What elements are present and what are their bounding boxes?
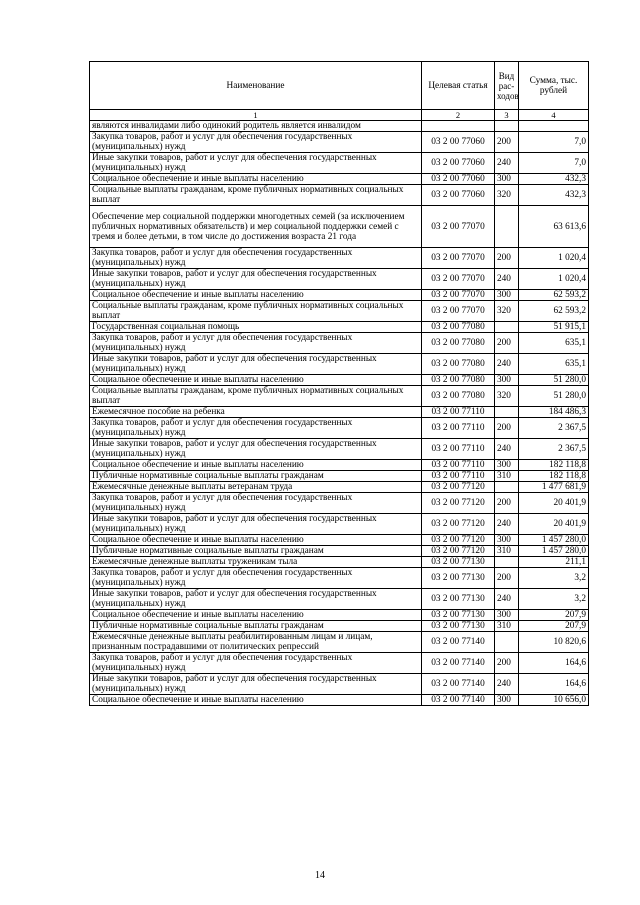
row-expense-type-cell [495, 632, 519, 653]
column-number-2: 2 [422, 110, 495, 121]
row-sum-cell: 3,2 [519, 589, 589, 610]
table-row [90, 546, 589, 557]
row-name-cell: Иные закупки товаров, работ и услуг для обеспечения государственных (муниципальных) нужд [90, 439, 422, 460]
row-expense-type-cell: 240 [495, 439, 519, 460]
table-body [90, 121, 589, 706]
table-row [90, 674, 589, 695]
row-expense-type-cell: 200 [495, 653, 519, 674]
table-row [90, 333, 589, 354]
row-name-cell: Закупка товаров, работ и услуг для обеспечения государственных (муниципальных) нужд [90, 418, 422, 439]
row-name-cell: Ежемесячные денежные выплаты труженикам тыла [90, 557, 422, 568]
row-target-article-cell: 03 2 00 77080 [422, 322, 495, 333]
row-sum-cell: 432,3 [519, 185, 589, 206]
row-name-cell: Социальное обеспечение и иные выплаты населению [90, 535, 422, 546]
row-target-article-cell: 03 2 00 77080 [422, 375, 495, 386]
row-target-article-cell: 03 2 00 77080 [422, 354, 495, 375]
row-expense-type-cell: 240 [495, 269, 519, 290]
row-expense-type-cell: 240 [495, 674, 519, 695]
row-sum-cell: 62 593,2 [519, 301, 589, 322]
table-row [90, 206, 589, 248]
row-sum-cell: 1 457 280,0 [519, 535, 589, 546]
row-target-article-cell: 03 2 00 77140 [422, 674, 495, 695]
row-target-article-cell: 03 2 00 77060 [422, 174, 495, 185]
table-row [90, 695, 589, 706]
table-row [90, 471, 589, 482]
table-row [90, 248, 589, 269]
row-expense-type-cell: 310 [495, 471, 519, 482]
row-target-article-cell: 03 2 00 77120 [422, 546, 495, 557]
table-row [90, 610, 589, 621]
row-sum-cell: 20 401,9 [519, 514, 589, 535]
row-expense-type-cell [495, 322, 519, 333]
row-expense-type-cell: 240 [495, 589, 519, 610]
row-expense-type-cell: 200 [495, 333, 519, 354]
row-target-article-cell: 03 2 00 77060 [422, 185, 495, 206]
row-expense-type-cell: 200 [495, 132, 519, 153]
row-expense-type-cell: 240 [495, 153, 519, 174]
row-name-cell: Обеспечение мер социальной поддержки многодетных семей (за исключением публичных нормативных обязательств) и мер социальной поддержки семей с тремя и более детьми, в том числе до достижения возраста 21 года [90, 206, 422, 248]
row-expense-type-cell: 300 [495, 290, 519, 301]
header-expense-type: Вид рас-ходов [495, 62, 519, 110]
row-name-cell: Иные закупки товаров, работ и услуг для обеспечения государственных (муниципальных) нужд [90, 354, 422, 375]
table-row [90, 482, 589, 493]
row-name-cell: являются инвалидами либо одинокий родитель является инвалидом [90, 121, 422, 132]
table-row [90, 153, 589, 174]
column-number-1: 1 [90, 110, 422, 121]
row-expense-type-cell: 320 [495, 301, 519, 322]
row-expense-type-cell: 300 [495, 610, 519, 621]
row-sum-cell: 10 820,6 [519, 632, 589, 653]
row-target-article-cell: 03 2 00 77120 [422, 482, 495, 493]
table-row [90, 386, 589, 407]
row-target-article-cell: 03 2 00 77130 [422, 610, 495, 621]
row-target-article-cell: 03 2 00 77070 [422, 248, 495, 269]
row-target-article-cell: 03 2 00 77120 [422, 535, 495, 546]
row-expense-type-cell [495, 482, 519, 493]
row-name-cell: Иные закупки товаров, работ и услуг для обеспечения государственных (муниципальных) нужд [90, 269, 422, 290]
table-row [90, 418, 589, 439]
row-expense-type-cell: 300 [495, 375, 519, 386]
row-name-cell: Закупка товаров, работ и услуг для обеспечения государственных (муниципальных) нужд [90, 568, 422, 589]
row-target-article-cell: 03 2 00 77120 [422, 493, 495, 514]
row-expense-type-cell: 320 [495, 386, 519, 407]
row-name-cell: Иные закупки товаров, работ и услуг для обеспечения государственных (муниципальных) нужд [90, 589, 422, 610]
row-sum-cell: 63 613,6 [519, 206, 589, 248]
row-sum-cell: 1 020,4 [519, 269, 589, 290]
row-name-cell: Социальные выплаты гражданам, кроме публичных нормативных социальных выплат [90, 185, 422, 206]
row-target-article-cell: 03 2 00 77120 [422, 514, 495, 535]
row-name-cell: Закупка товаров, работ и услуг для обеспечения государственных (муниципальных) нужд [90, 653, 422, 674]
table-row [90, 568, 589, 589]
row-sum-cell: 2 367,5 [519, 418, 589, 439]
row-sum-cell: 62 593,2 [519, 290, 589, 301]
table-row [90, 290, 589, 301]
row-expense-type-cell: 200 [495, 248, 519, 269]
row-expense-type-cell: 300 [495, 695, 519, 706]
row-expense-type-cell: 200 [495, 568, 519, 589]
table-row [90, 557, 589, 568]
row-expense-type-cell [495, 557, 519, 568]
row-name-cell: Социальное обеспечение и иные выплаты населению [90, 695, 422, 706]
table-row [90, 589, 589, 610]
row-sum-cell: 207,9 [519, 610, 589, 621]
budget-table [89, 61, 589, 706]
row-sum-cell: 1 477 681,9 [519, 482, 589, 493]
row-sum-cell: 164,6 [519, 653, 589, 674]
row-name-cell: Социальное обеспечение и иные выплаты населению [90, 174, 422, 185]
row-target-article-cell: 03 2 00 77080 [422, 333, 495, 354]
row-name-cell: Государственная социальная помощь [90, 322, 422, 333]
row-name-cell: Ежемесячные денежные выплаты ветеранам труда [90, 482, 422, 493]
row-name-cell: Иные закупки товаров, работ и услуг для обеспечения государственных (муниципальных) нужд [90, 514, 422, 535]
row-target-article-cell: 03 2 00 77110 [422, 471, 495, 482]
table-row [90, 174, 589, 185]
row-sum-cell: 7,0 [519, 132, 589, 153]
row-name-cell: Социальное обеспечение и иные выплаты населению [90, 375, 422, 386]
row-sum-cell: 635,1 [519, 333, 589, 354]
row-expense-type-cell: 300 [495, 174, 519, 185]
row-target-article-cell: 03 2 00 77130 [422, 621, 495, 632]
row-name-cell: Иные закупки товаров, работ и услуг для обеспечения государственных (муниципальных) нужд [90, 674, 422, 695]
page-number: 14 [315, 870, 325, 881]
row-name-cell: Публичные нормативные социальные выплаты гражданам [90, 546, 422, 557]
row-target-article-cell: 03 2 00 77060 [422, 153, 495, 174]
row-name-cell: Закупка товаров, работ и услуг для обеспечения государственных (муниципальных) нужд [90, 333, 422, 354]
table-row [90, 460, 589, 471]
row-sum-cell: 211,1 [519, 557, 589, 568]
row-expense-type-cell: 200 [495, 418, 519, 439]
row-expense-type-cell: 310 [495, 621, 519, 632]
row-sum-cell: 1 457 280,0 [519, 546, 589, 557]
row-expense-type-cell: 300 [495, 460, 519, 471]
table-row [90, 375, 589, 386]
row-expense-type-cell: 320 [495, 185, 519, 206]
row-name-cell: Закупка товаров, работ и услуг для обеспечения государственных (муниципальных) нужд [90, 248, 422, 269]
row-target-article-cell: 03 2 00 77070 [422, 290, 495, 301]
row-sum-cell: 51 280,0 [519, 386, 589, 407]
column-number-4: 4 [519, 110, 589, 121]
row-target-article-cell: 03 2 00 77080 [422, 386, 495, 407]
row-target-article-cell: 03 2 00 77070 [422, 269, 495, 290]
row-sum-cell: 7,0 [519, 153, 589, 174]
row-target-article-cell: 03 2 00 77140 [422, 653, 495, 674]
row-sum-cell: 182 118,8 [519, 471, 589, 482]
row-expense-type-cell: 200 [495, 493, 519, 514]
row-sum-cell: 635,1 [519, 354, 589, 375]
row-expense-type-cell: 300 [495, 535, 519, 546]
table-row [90, 493, 589, 514]
row-expense-type-cell: 240 [495, 354, 519, 375]
row-target-article-cell: 03 2 00 77130 [422, 557, 495, 568]
row-name-cell: Ежемесячные денежные выплаты реабилитированным лицам и лицам, признанным пострадавшими от политических репрессий [90, 632, 422, 653]
row-target-article-cell: 03 2 00 77070 [422, 301, 495, 322]
header-name: Наименование [90, 62, 422, 110]
row-name-cell: Социальное обеспечение и иные выплаты населению [90, 290, 422, 301]
row-sum-cell: 182 118,8 [519, 460, 589, 471]
row-expense-type-cell [495, 407, 519, 418]
row-expense-type-cell: 310 [495, 546, 519, 557]
row-target-article-cell: 03 2 00 77130 [422, 589, 495, 610]
table-header-row [90, 62, 589, 110]
column-number-row [90, 110, 589, 121]
row-name-cell: Закупка товаров, работ и услуг для обеспечения государственных (муниципальных) нужд [90, 132, 422, 153]
row-target-article-cell: 03 2 00 77130 [422, 568, 495, 589]
row-name-cell: Социальное обеспечение и иные выплаты населению [90, 460, 422, 471]
row-sum-cell: 207,9 [519, 621, 589, 632]
table-row [90, 407, 589, 418]
row-name-cell: Социальные выплаты гражданам, кроме публичных нормативных социальных выплат [90, 301, 422, 322]
row-sum-cell: 51 280,0 [519, 375, 589, 386]
table-row [90, 269, 589, 290]
row-target-article-cell: 03 2 00 77110 [422, 460, 495, 471]
row-name-cell: Иные закупки товаров, работ и услуг для обеспечения государственных (муниципальных) нужд [90, 153, 422, 174]
row-target-article-cell: 03 2 00 77110 [422, 439, 495, 460]
row-sum-cell: 164,6 [519, 674, 589, 695]
row-name-cell: Закупка товаров, работ и услуг для обеспечения государственных (муниципальных) нужд [90, 493, 422, 514]
row-target-article-cell: 03 2 00 77140 [422, 632, 495, 653]
table-row [90, 632, 589, 653]
row-target-article-cell: 03 2 00 77110 [422, 418, 495, 439]
header-target-article: Целевая статья [422, 62, 495, 110]
row-sum-cell: 432,3 [519, 174, 589, 185]
table-row [90, 535, 589, 546]
row-target-article-cell [422, 121, 495, 132]
row-expense-type-cell: 240 [495, 514, 519, 535]
row-target-article-cell: 03 2 00 77060 [422, 132, 495, 153]
table-row [90, 301, 589, 322]
row-target-article-cell: 03 2 00 77070 [422, 206, 495, 248]
row-sum-cell: 3,2 [519, 568, 589, 589]
row-name-cell: Публичные нормативные социальные выплаты гражданам [90, 621, 422, 632]
table-row [90, 514, 589, 535]
table-row [90, 121, 589, 132]
row-sum-cell: 184 486,3 [519, 407, 589, 418]
table-row [90, 653, 589, 674]
column-number-3: 3 [495, 110, 519, 121]
row-name-cell: Социальные выплаты гражданам, кроме публичных нормативных социальных выплат [90, 386, 422, 407]
table-row [90, 621, 589, 632]
row-sum-cell [519, 121, 589, 132]
row-name-cell: Публичные нормативные социальные выплаты гражданам [90, 471, 422, 482]
table-row [90, 439, 589, 460]
row-sum-cell: 1 020,4 [519, 248, 589, 269]
row-sum-cell: 2 367,5 [519, 439, 589, 460]
row-name-cell: Социальное обеспечение и иные выплаты населению [90, 610, 422, 621]
row-target-article-cell: 03 2 00 77140 [422, 695, 495, 706]
row-name-cell: Ежемесячное пособие на ребенка [90, 407, 422, 418]
row-sum-cell: 10 656,0 [519, 695, 589, 706]
header-sum: Сумма, тыс. рублей [519, 62, 589, 110]
table-row [90, 185, 589, 206]
row-expense-type-cell [495, 121, 519, 132]
row-sum-cell: 20 401,9 [519, 493, 589, 514]
row-sum-cell: 51 915,1 [519, 322, 589, 333]
table-row [90, 354, 589, 375]
row-target-article-cell: 03 2 00 77110 [422, 407, 495, 418]
row-expense-type-cell [495, 206, 519, 248]
table-row [90, 322, 589, 333]
table-row [90, 132, 589, 153]
